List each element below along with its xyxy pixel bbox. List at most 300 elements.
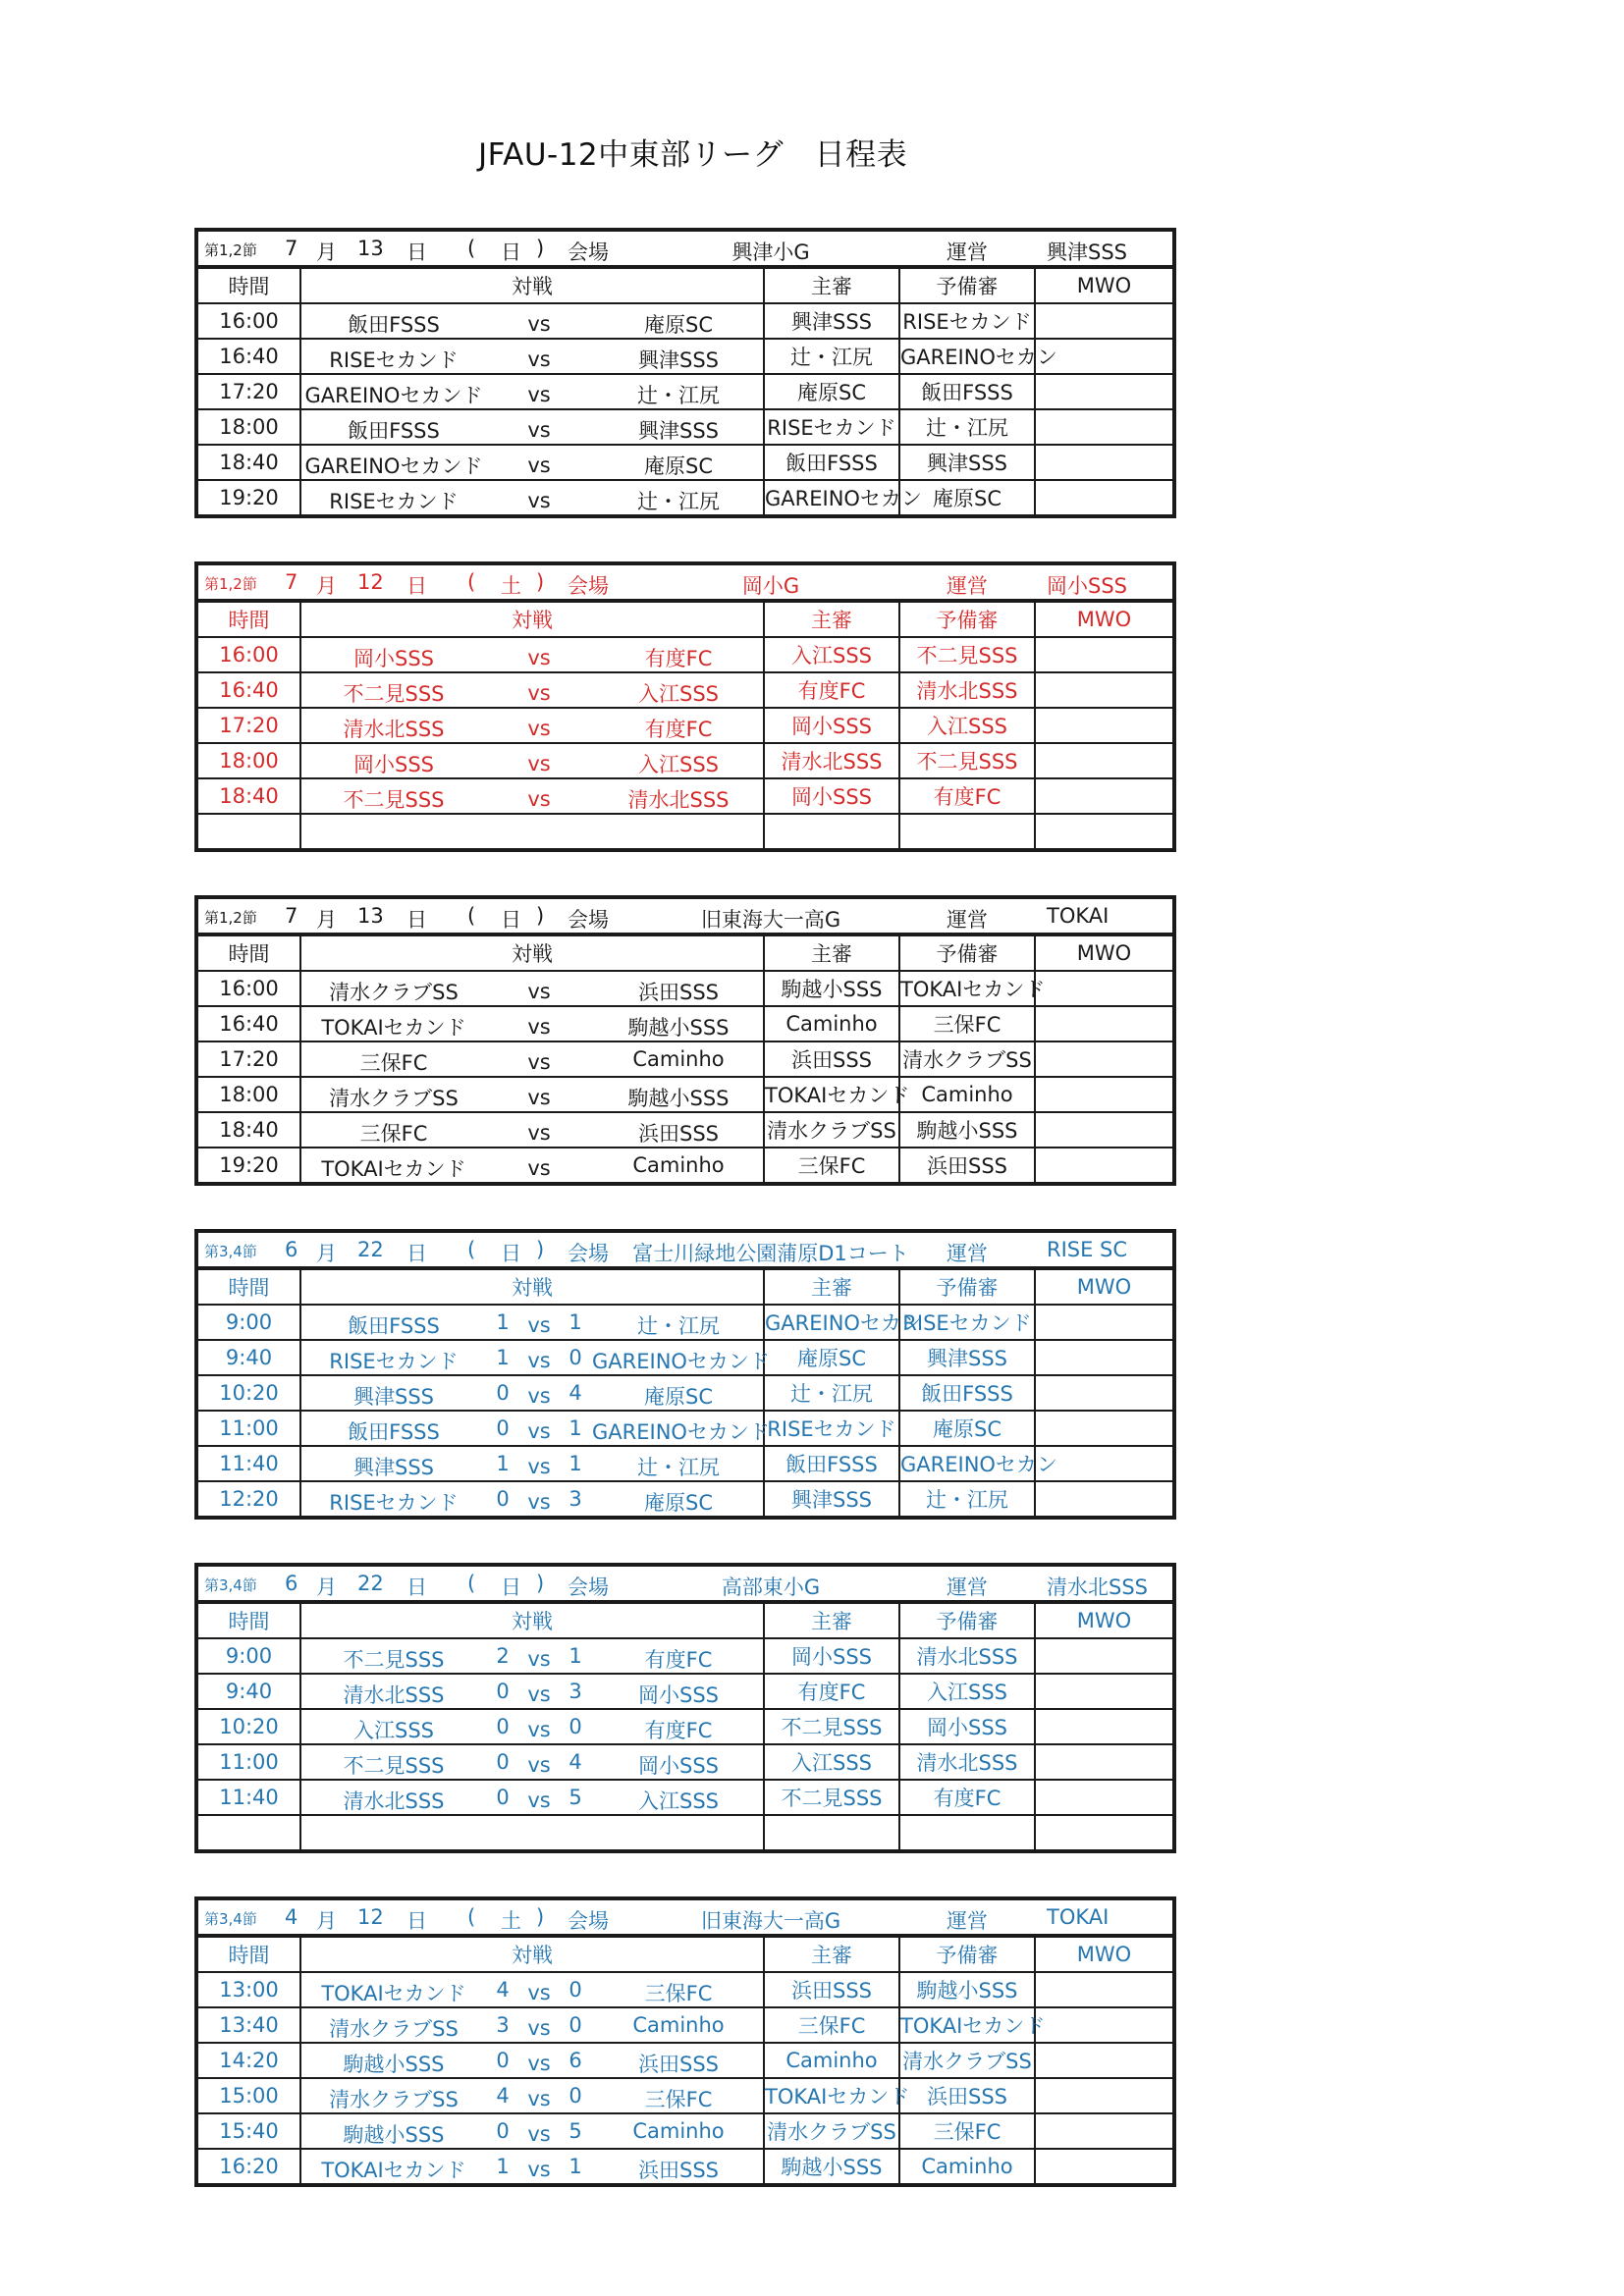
schedule-table [194, 1563, 1176, 1853]
home-team: 不二見SSS [343, 1754, 445, 1778]
match-cell [300, 1638, 764, 1674]
match-row [196, 1148, 1174, 1184]
match-time: 18:40 [196, 778, 300, 814]
match-row [196, 1744, 1174, 1780]
match-time: 10:20 [196, 1709, 300, 1744]
referee-cell: 浜田SSS [764, 1972, 899, 2007]
match-row [196, 409, 1174, 445]
vs-label: vs [527, 646, 551, 669]
referee-cell: TOKAIセカンド [764, 1077, 899, 1112]
away-team: 庵原SC [644, 454, 713, 478]
header-time: 時間 [196, 1602, 300, 1638]
match-row [196, 303, 1174, 339]
match-cell [300, 1972, 764, 2007]
referee-cell: 三保FC [764, 2007, 899, 2043]
organizer-label: 運営 [947, 908, 988, 932]
header-referee: 主審 [764, 267, 899, 303]
home-team: RISEセカンド [329, 490, 459, 513]
vs-label: vs [527, 1015, 551, 1039]
organizer-value: RISE SC [1047, 1238, 1128, 1261]
away-team: 入江SSS [638, 753, 719, 776]
schedule-header-row [196, 1268, 1174, 1305]
mwo-cell [1035, 1305, 1174, 1340]
match-time: 17:20 [196, 1041, 300, 1077]
vs-label: vs [527, 1086, 551, 1109]
home-score: 0 [496, 1715, 510, 1738]
home-team: 駒越小SSS [343, 2123, 445, 2147]
reserve-referee-cell: Caminho [899, 2149, 1035, 2185]
organizer-label: 運営 [947, 574, 988, 598]
match-row [196, 1077, 1174, 1112]
venue-label: 会場 [568, 908, 609, 932]
organizer-value: 岡小SSS [1047, 574, 1127, 598]
header-reserve: 予備審 [899, 1936, 1035, 1972]
match-cell [300, 1674, 764, 1709]
vs-label: vs [527, 1682, 551, 1706]
setsu-label: 第3,4節 [204, 1910, 257, 1928]
home-score: 4 [496, 1978, 510, 2002]
vs-label: vs [527, 418, 551, 442]
referee-cell: TOKAIセカンド [764, 2078, 899, 2113]
home-team: 清水北SSS [343, 1683, 445, 1707]
match-row [196, 1006, 1174, 1041]
away-score: 0 [568, 1978, 582, 2002]
match-cell [300, 339, 764, 374]
away-team: 辻・江尻 [637, 384, 720, 407]
match-row [196, 1481, 1174, 1518]
mwo-cell [1035, 971, 1174, 1006]
match-time: 19:20 [196, 1148, 300, 1184]
header-time: 時間 [196, 601, 300, 637]
home-score: 1 [496, 1346, 510, 1369]
schedule-info-cell [196, 1898, 1174, 1936]
reserve-referee-cell: GAREINOセカン [899, 339, 1035, 374]
reserve-referee-cell: Caminho [899, 1077, 1035, 1112]
vs-label: vs [527, 1419, 551, 1443]
mwo-cell [1035, 1674, 1174, 1709]
mwo-cell [1035, 1780, 1174, 1815]
away-score: 3 [568, 1680, 582, 1703]
schedule-table [194, 1896, 1176, 2187]
vs-label: vs [527, 2122, 551, 2146]
match-row [196, 1305, 1174, 1340]
paren-close: ) [536, 570, 545, 594]
referee-cell: 駒越小SSS [764, 2149, 899, 2185]
page-title: JFAU-12中東部リーグ 日程表 [478, 137, 908, 173]
month-label: 月 [316, 1242, 337, 1265]
month-value: 6 [285, 1238, 298, 1261]
match-cell [300, 743, 764, 778]
match-time: 16:00 [196, 303, 300, 339]
vs-label: vs [527, 2052, 551, 2075]
schedule-header-row [196, 934, 1174, 971]
reserve-referee-cell: RISEセカンド [899, 303, 1035, 339]
mwo-cell [1035, 480, 1174, 516]
match-cell [300, 708, 764, 743]
reserve-referee-cell: RISEセカンド [899, 1305, 1035, 1340]
home-team: 興津SSS [353, 1456, 434, 1479]
mwo-cell [1035, 2113, 1174, 2149]
match-time: 16:40 [196, 339, 300, 374]
match-time: 16:00 [196, 971, 300, 1006]
reserve-referee-cell: 有度FC [899, 1780, 1035, 1815]
match-time: 18:00 [196, 743, 300, 778]
home-team: 清水クラブSS [329, 981, 459, 1004]
reserve-referee-cell: 入江SSS [899, 1674, 1035, 1709]
referee-cell: 有度FC [764, 1674, 899, 1709]
match-time: 16:40 [196, 1006, 300, 1041]
match-cell [300, 1077, 764, 1112]
reserve-referee-cell: 浜田SSS [899, 2078, 1035, 2113]
match-cell [300, 1006, 764, 1041]
home-team: 清水クラブSS [329, 2017, 459, 2041]
venue-value: 岡小G [741, 574, 800, 598]
match-time: 9:00 [196, 1638, 300, 1674]
month-value: 4 [285, 1905, 298, 1929]
away-team: 興津SSS [638, 348, 719, 372]
match-cell [300, 1112, 764, 1148]
away-team: 岡小SSS [638, 1683, 719, 1707]
vs-label: vs [527, 1384, 551, 1408]
referee-cell [764, 814, 899, 850]
match-time: 11:40 [196, 1780, 300, 1815]
match-cell [300, 1780, 764, 1815]
home-team: 駒越小SSS [343, 2053, 445, 2076]
vs-label: vs [527, 1753, 551, 1777]
home-team: 飯田FSSS [348, 419, 440, 443]
mwo-cell [1035, 1148, 1174, 1184]
vs-label: vs [527, 787, 551, 811]
away-score: 6 [568, 2049, 582, 2072]
weekday-value: 日 [501, 1242, 521, 1265]
mwo-cell [1035, 1481, 1174, 1518]
away-score: 0 [568, 2013, 582, 2037]
away-score: 1 [568, 1416, 582, 1440]
referee-cell: 駒越小SSS [764, 971, 899, 1006]
organizer-value: 興津SSS [1047, 240, 1127, 264]
reserve-referee-cell: 興津SSS [899, 1340, 1035, 1375]
day-label: 日 [406, 240, 427, 264]
home-team: 不二見SSS [343, 682, 445, 706]
day-value: 22 [357, 1572, 384, 1595]
away-team: 浜田SSS [638, 2159, 719, 2182]
referee-cell: 清水クラブSS [764, 1112, 899, 1148]
reserve-referee-cell: 岡小SSS [899, 1709, 1035, 1744]
referee-cell: Caminho [764, 2043, 899, 2078]
header-reserve: 予備審 [899, 934, 1035, 971]
home-team: 岡小SSS [353, 753, 434, 776]
vs-label: vs [527, 1490, 551, 1514]
vs-label: vs [527, 383, 551, 406]
vs-label: vs [527, 1121, 551, 1145]
vs-label: vs [527, 347, 551, 371]
paren-open: ( [467, 570, 476, 594]
month-label: 月 [316, 574, 337, 598]
mwo-cell [1035, 1744, 1174, 1780]
reserve-referee-cell: 不二見SSS [899, 743, 1035, 778]
home-team: TOKAIセカンド [321, 1982, 466, 2005]
reserve-referee-cell: TOKAIセカンド [899, 971, 1035, 1006]
reserve-referee-cell [899, 1815, 1035, 1851]
mwo-cell [1035, 303, 1174, 339]
match-cell [300, 2149, 764, 2185]
away-team: 岡小SSS [638, 1754, 719, 1778]
paren-close: ) [536, 904, 545, 928]
reserve-referee-cell: 飯田FSSS [899, 1375, 1035, 1411]
mwo-cell [1035, 672, 1174, 708]
setsu-label: 第1,2節 [204, 575, 257, 593]
home-team: GAREINOセカンド [304, 454, 483, 478]
schedule-header-row [196, 1936, 1174, 1972]
header-time: 時間 [196, 267, 300, 303]
setsu-label: 第1,2節 [204, 909, 257, 927]
away-score: 0 [568, 2084, 582, 2108]
match-time: 11:00 [196, 1411, 300, 1446]
vs-label: vs [527, 681, 551, 705]
reserve-referee-cell: 駒越小SSS [899, 1972, 1035, 2007]
match-row [196, 778, 1174, 814]
home-team: 清水クラブSS [329, 1087, 459, 1110]
referee-cell: 興津SSS [764, 1481, 899, 1518]
match-row [196, 2043, 1174, 2078]
match-time: 17:20 [196, 708, 300, 743]
referee-cell: 庵原SC [764, 1340, 899, 1375]
reserve-referee-cell: GAREINOセカン [899, 1446, 1035, 1481]
home-team: 興津SSS [353, 1385, 434, 1409]
header-match: 対戦 [300, 601, 764, 637]
match-cell [300, 637, 764, 672]
away-team: 清水北SSS [627, 788, 730, 812]
reserve-referee-cell: 三保FC [899, 1006, 1035, 1041]
match-cell [300, 971, 764, 1006]
mwo-cell [1035, 2149, 1174, 2185]
away-score: 5 [568, 1786, 582, 1809]
match-time [196, 814, 300, 850]
match-time: 12:20 [196, 1481, 300, 1518]
paren-open: ( [467, 1572, 476, 1595]
paren-close: ) [536, 1238, 545, 1261]
venue-value: 興津小G [731, 240, 810, 264]
header-match: 対戦 [300, 934, 764, 971]
home-team: 岡小SSS [353, 647, 434, 670]
match-time: 9:40 [196, 1340, 300, 1375]
match-cell [300, 1041, 764, 1077]
away-team: 入江SSS [638, 682, 719, 706]
header-time: 時間 [196, 1268, 300, 1305]
reserve-referee-cell: 興津SSS [899, 445, 1035, 480]
vs-label: vs [527, 1349, 551, 1372]
day-value: 12 [357, 570, 384, 594]
month-value: 7 [285, 237, 298, 260]
match-row [196, 1638, 1174, 1674]
match-time: 10:20 [196, 1375, 300, 1411]
match-cell [300, 2007, 764, 2043]
vs-label: vs [527, 312, 551, 336]
away-team: 庵原SC [644, 313, 713, 337]
schedule-info-row [196, 230, 1174, 267]
month-value: 7 [285, 570, 298, 594]
weekday-value: 日 [501, 908, 521, 932]
reserve-referee-cell: 不二見SSS [899, 637, 1035, 672]
schedule-table [194, 1229, 1176, 1520]
match-time: 15:00 [196, 2078, 300, 2113]
referee-cell: 三保FC [764, 1148, 899, 1184]
away-score: 3 [568, 1487, 582, 1511]
vs-label: vs [527, 1050, 551, 1074]
header-mwo: MWO [1035, 267, 1174, 303]
mwo-cell [1035, 1006, 1174, 1041]
match-row [196, 814, 1174, 850]
month-label: 月 [316, 240, 337, 264]
away-team: 入江SSS [638, 1789, 719, 1813]
match-cell [300, 2043, 764, 2078]
header-reserve: 予備審 [899, 1602, 1035, 1638]
referee-cell: 岡小SSS [764, 778, 899, 814]
match-cell [300, 1375, 764, 1411]
match-cell [300, 1305, 764, 1340]
home-team: 飯田FSSS [348, 1420, 440, 1444]
match-row [196, 339, 1174, 374]
match-time: 9:00 [196, 1305, 300, 1340]
match-cell [300, 445, 764, 480]
home-score: 2 [496, 1644, 510, 1668]
day-label: 日 [406, 1909, 427, 1933]
away-score: 1 [568, 1452, 582, 1475]
away-team: 庵原SC [644, 1491, 713, 1515]
match-time: 16:00 [196, 637, 300, 672]
match-cell [300, 1815, 764, 1851]
mwo-cell [1035, 409, 1174, 445]
match-time: 11:00 [196, 1744, 300, 1780]
weekday-value: 日 [501, 1575, 521, 1599]
vs-label: vs [527, 717, 551, 740]
vs-label: vs [527, 1789, 551, 1812]
referee-cell: RISEセカンド [764, 1411, 899, 1446]
day-label: 日 [406, 1575, 427, 1599]
match-row [196, 374, 1174, 409]
match-time: 13:00 [196, 1972, 300, 2007]
away-team: Caminho [632, 1153, 725, 1177]
away-team: 三保FC [644, 1982, 713, 2005]
home-score: 0 [496, 1381, 510, 1405]
referee-cell: 飯田FSSS [764, 445, 899, 480]
home-score: 1 [496, 1452, 510, 1475]
vs-label: vs [527, 1313, 551, 1337]
schedule-info-cell [196, 230, 1174, 267]
mwo-cell [1035, 1972, 1174, 2007]
away-team: 有度FC [644, 718, 713, 741]
header-referee: 主審 [764, 1602, 899, 1638]
vs-label: vs [527, 752, 551, 775]
match-time: 13:40 [196, 2007, 300, 2043]
home-score: 3 [496, 2013, 510, 2037]
paren-open: ( [467, 1905, 476, 1929]
schedule-info-row [196, 1565, 1174, 1602]
away-team: GAREINOセカンド [592, 1420, 770, 1444]
away-score: 1 [568, 1644, 582, 1668]
organizer-label: 運営 [947, 1242, 988, 1265]
paren-open: ( [467, 1238, 476, 1261]
referee-cell: 庵原SC [764, 374, 899, 409]
away-team: 辻・江尻 [637, 1456, 720, 1479]
vs-label: vs [527, 1455, 551, 1478]
match-cell [300, 2078, 764, 2113]
home-team: 三保FC [359, 1122, 428, 1146]
match-row [196, 637, 1174, 672]
match-row [196, 1972, 1174, 2007]
away-score: 4 [568, 1750, 582, 1774]
home-score: 0 [496, 1487, 510, 1511]
referee-cell: 辻・江尻 [764, 339, 899, 374]
referee-cell: RISEセカンド [764, 409, 899, 445]
referee-cell: GAREINOセカン [764, 480, 899, 516]
organizer-label: 運営 [947, 1575, 988, 1599]
paren-open: ( [467, 904, 476, 928]
mwo-cell [1035, 1411, 1174, 1446]
mwo-cell [1035, 814, 1174, 850]
mwo-cell [1035, 1340, 1174, 1375]
away-team: Caminho [632, 2119, 725, 2143]
match-row [196, 1815, 1174, 1851]
away-score: 0 [568, 1346, 582, 1369]
header-mwo: MWO [1035, 1602, 1174, 1638]
header-referee: 主審 [764, 1268, 899, 1305]
header-time: 時間 [196, 934, 300, 971]
organizer-label: 運営 [947, 240, 988, 264]
referee-cell: GAREINOセカン [764, 1305, 899, 1340]
match-time: 16:20 [196, 2149, 300, 2185]
paren-open: ( [467, 237, 476, 260]
match-row [196, 1411, 1174, 1446]
referee-cell: 不二見SSS [764, 1709, 899, 1744]
match-time: 11:40 [196, 1446, 300, 1481]
header-referee: 主審 [764, 1936, 899, 1972]
referee-cell: 入江SSS [764, 1744, 899, 1780]
match-time: 18:40 [196, 1112, 300, 1148]
match-cell [300, 1709, 764, 1744]
month-label: 月 [316, 908, 337, 932]
venue-value: 旧東海大一高G [700, 908, 841, 932]
venue-label: 会場 [568, 240, 609, 264]
reserve-referee-cell: 駒越小SSS [899, 1112, 1035, 1148]
match-row [196, 2149, 1174, 2185]
reserve-referee-cell: 三保FC [899, 2113, 1035, 2149]
away-team: 有度FC [644, 1719, 713, 1742]
home-team: TOKAIセカンド [321, 1016, 466, 1040]
referee-cell: 清水北SSS [764, 743, 899, 778]
away-team: 駒越小SSS [627, 1016, 730, 1040]
match-row [196, 1041, 1174, 1077]
home-score: 0 [496, 1786, 510, 1809]
away-team: 有度FC [644, 647, 713, 670]
match-time: 17:20 [196, 374, 300, 409]
reserve-referee-cell: 辻・江尻 [899, 409, 1035, 445]
schedule-header-row [196, 267, 1174, 303]
match-row [196, 971, 1174, 1006]
reserve-referee-cell: 清水北SSS [899, 1744, 1035, 1780]
match-row [196, 2113, 1174, 2149]
schedule-info-cell [196, 1231, 1174, 1268]
home-team: 不二見SSS [343, 1648, 445, 1672]
venue-value: 高部東小G [721, 1575, 821, 1599]
match-cell [300, 1411, 770, 1446]
header-mwo: MWO [1035, 1268, 1174, 1305]
organizer-value: TOKAI [1047, 1905, 1110, 1929]
venue-label: 会場 [568, 1909, 609, 1933]
away-team: Caminho [632, 2013, 725, 2037]
home-team: TOKAIセカンド [321, 2159, 466, 2182]
mwo-cell [1035, 2007, 1174, 2043]
